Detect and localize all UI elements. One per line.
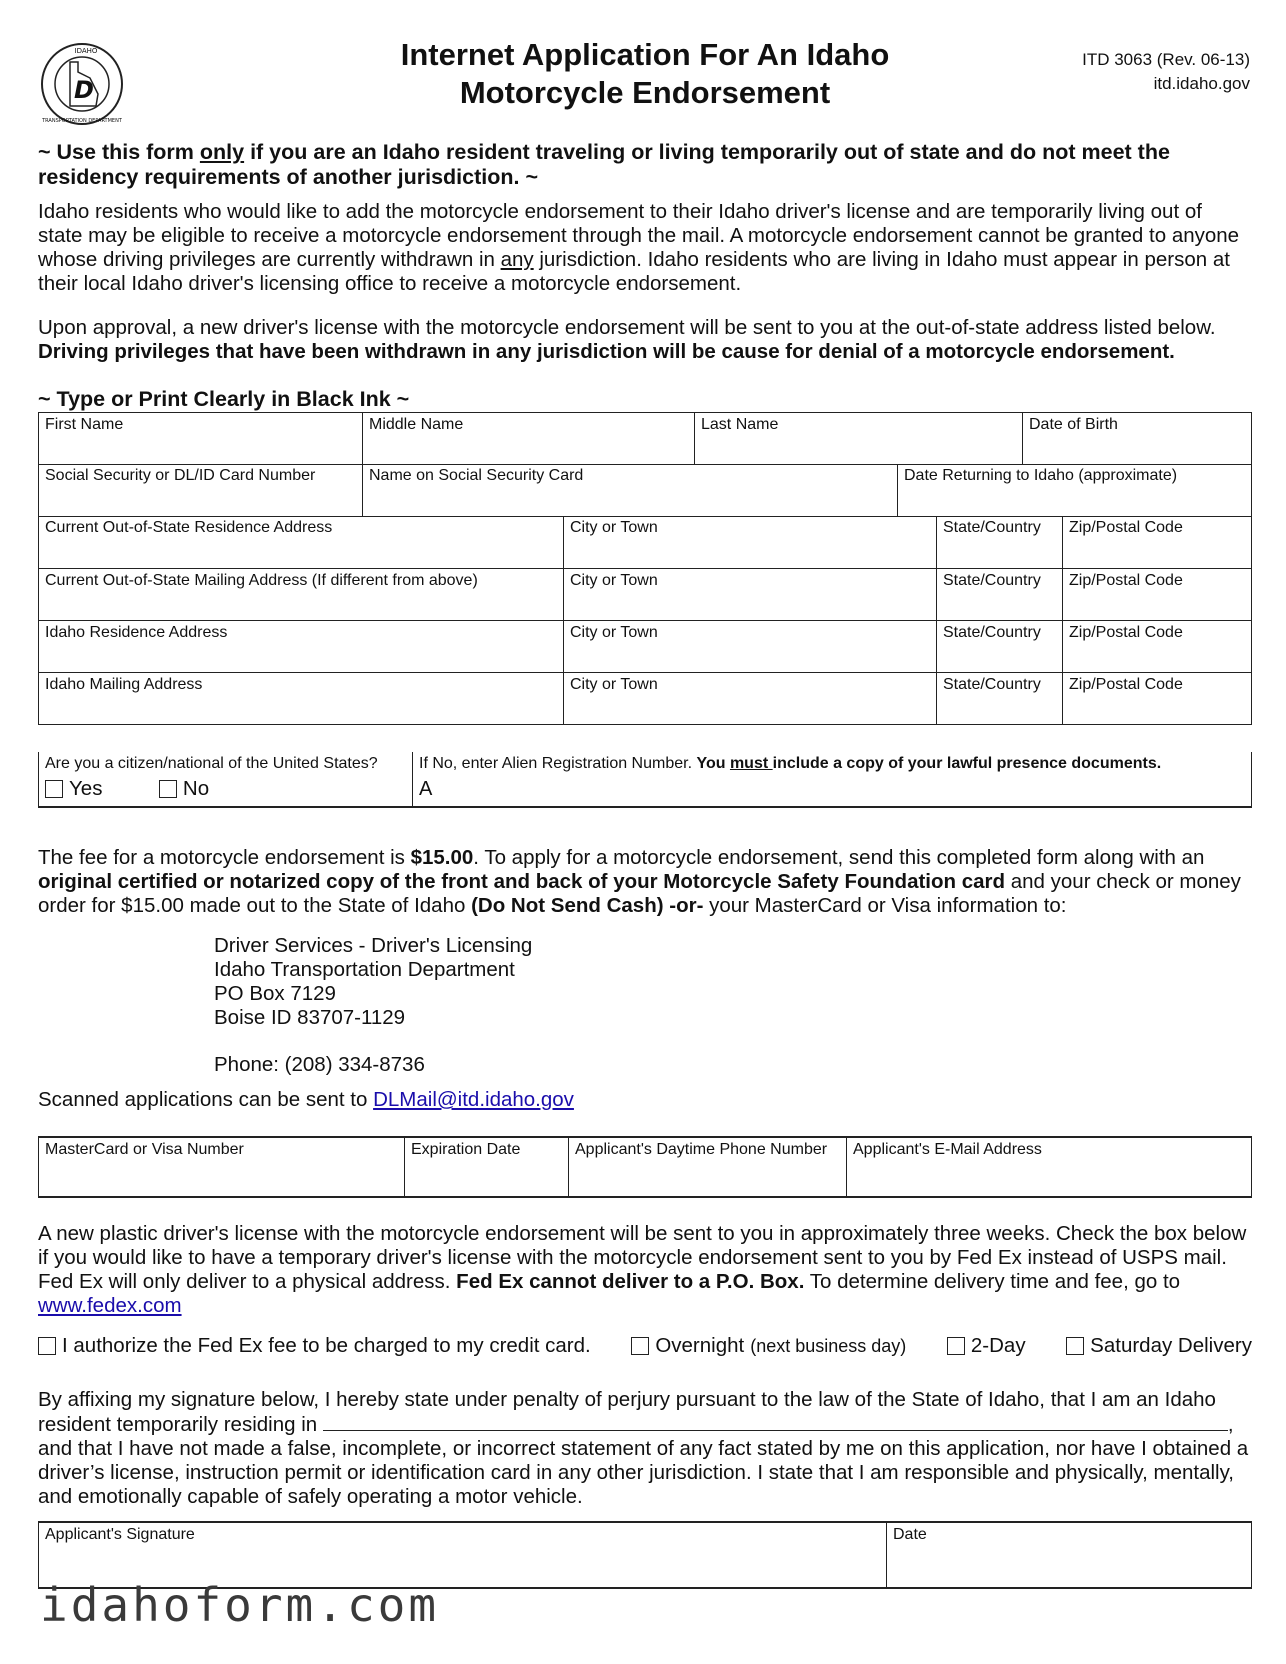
fee-a: The fee for a motorcycle endorsement is: [38, 846, 411, 869]
saturday-option[interactable]: [1066, 1334, 1252, 1358]
two-day-checkbox[interactable]: [947, 1337, 965, 1355]
itd-logo: [40, 42, 124, 126]
city-label: City or Town: [570, 571, 658, 589]
overnight-checkbox[interactable]: [631, 1337, 649, 1355]
first-name-field[interactable]: [39, 413, 363, 465]
ssn-row: [38, 464, 1252, 517]
address-label: Idaho Mailing Address: [45, 675, 203, 693]
notice-post: if you are an Idaho resident traveling or living temporarily out of state and do not meet the residency requirements of another jurisdiction. ~: [38, 140, 1170, 189]
two-day-option[interactable]: [947, 1334, 1026, 1358]
delivery-paragraph: [38, 1222, 1250, 1318]
oos-residence-field[interactable]: [39, 516, 564, 568]
website-text: itd.idaho.gov: [1153, 74, 1250, 93]
usage-notice: [38, 140, 1250, 190]
residing-in-line[interactable]: [323, 1412, 1228, 1431]
date-returning-field[interactable]: [898, 464, 1252, 516]
middle-name-label: Middle Name: [369, 416, 464, 433]
alien-must: must: [729, 755, 773, 772]
signature-label: Applicant's Signature: [45, 1526, 195, 1543]
notice-only: only: [199, 140, 245, 164]
citizen-question: Are you a citizen/national of the United States?: [45, 755, 378, 772]
last-name-field[interactable]: [695, 413, 1023, 465]
affirm-a: By affixing my signature below, I hereby state under penalty of perjury pursuant to the law of the State of Idaho, that I am an Idaho resident temporarily residing in: [38, 1388, 1216, 1436]
zip-label: Zip/Postal Code: [1069, 519, 1183, 536]
title-line-2: Motorcycle Endorsement: [459, 75, 831, 110]
no-option[interactable]: [159, 777, 209, 801]
state-field[interactable]: [937, 672, 1063, 724]
affirmation-paragraph: [38, 1388, 1250, 1509]
citizen-question-cell: [39, 752, 413, 807]
alien-a: If No, enter Alien Registration Number.: [419, 755, 697, 772]
ss-name-label: Name on Social Security Card: [369, 467, 584, 484]
no-checkbox[interactable]: [159, 780, 177, 798]
daytime-phone-label: Applicant's Daytime Phone Number: [575, 1141, 828, 1158]
city-field[interactable]: [564, 672, 937, 724]
para2-b: Driving privileges that have been withdrawn in any jurisdiction will be cause for denial of a motorcycle endorsement.: [38, 340, 1175, 363]
last-name-label: Last Name: [701, 416, 779, 433]
city-label: City or Town: [570, 623, 658, 641]
zip-label: Zip/Postal Code: [1069, 675, 1183, 693]
intro-paragraph-2: [38, 316, 1250, 364]
address-row: [39, 620, 1252, 672]
yes-checkbox[interactable]: [45, 780, 63, 798]
yes-option[interactable]: [45, 777, 102, 801]
email-link[interactable]: DLMail@itd.idaho.gov: [373, 1088, 574, 1111]
para1-b: jurisdiction. Idaho residents who are living in Idaho must appear in person at their local Idaho driver's licensing office to receive a motorcycle endorsement.: [38, 248, 1230, 295]
form-number: ITD 3063 (Rev. 06-13): [1082, 50, 1250, 69]
scanned-text: Scanned applications can be sent to: [38, 1088, 374, 1111]
title-line-1: Internet Application For An Idaho: [400, 37, 890, 72]
address-rows: [38, 516, 1252, 725]
signature-date-field[interactable]: [887, 1522, 1252, 1588]
fee-e: (Do Not Send Cash): [471, 894, 664, 917]
authorize-label: I authorize the Fed Ex fee to be charged to my credit card.: [62, 1334, 591, 1357]
affirm-comma: ,: [1227, 1413, 1234, 1436]
para2-a: Upon approval, a new driver's license with the motorcycle endorsement will be sent to you at the out-of-state address listed below.: [38, 316, 1216, 339]
para1-a: Idaho residents who would like to add the motorcycle endorsement to their Idaho driver's license and are temporarily living out of state may be eligible to receive a motorcycle endorsement through the mail. A motorcycle endorsement cannot be granted to anyone whose driving privileges are currently withdrawn in: [38, 200, 1240, 271]
fee-c: original certified or notarized copy of the front and back of your Motorcycle Safety Foundation card: [38, 870, 1006, 893]
citizenship-row: [38, 752, 1252, 808]
alien-instructions: [419, 755, 1245, 773]
no-label: No: [182, 777, 210, 800]
alien-b: include a copy of your lawful presence documents.: [772, 755, 1162, 772]
city-label: City or Town: [570, 675, 658, 693]
address-label: Current Out-of-State Residence Address: [45, 519, 333, 536]
address-row: [39, 516, 1252, 568]
ssn-field[interactable]: [39, 464, 363, 516]
zip-label: Zip/Postal Code: [1069, 571, 1183, 589]
saturday-label: Saturday Delivery: [1090, 1334, 1252, 1357]
zip-field[interactable]: [1063, 568, 1252, 620]
first-name-label: First Name: [45, 416, 124, 433]
address-line-2: Idaho Transportation Department: [214, 958, 515, 981]
logo-text-bottom: TRANSPORTATION DEPARTMENT: [42, 118, 122, 124]
zip-field[interactable]: [1063, 672, 1252, 724]
itd-seal-icon: [40, 42, 124, 126]
card-number-field[interactable]: [39, 1137, 405, 1197]
fee-d: and your check or money order for $15.00 made out to the State of Idaho: [38, 870, 1241, 917]
overnight-option[interactable]: [631, 1334, 906, 1358]
overnight-label: Overnight: [655, 1334, 745, 1357]
city-field[interactable]: [564, 568, 937, 620]
form-title: [330, 36, 960, 112]
state-label: State/Country: [943, 675, 1041, 693]
ssn-label: Social Security or DL/ID Card Number: [45, 467, 316, 484]
notice-pre: ~ Use this form: [38, 140, 200, 164]
payment-table: [38, 1136, 1252, 1198]
applicant-email-field[interactable]: [847, 1137, 1252, 1197]
middle-name-field[interactable]: [363, 413, 695, 465]
alien-number-field[interactable]: [413, 752, 1252, 807]
logo-letter: D: [74, 76, 94, 104]
city-field[interactable]: [564, 516, 937, 568]
applicant-info-table: [38, 412, 1252, 465]
delivery-b: Fed Ex cannot deliver to a P.O. Box.: [456, 1270, 805, 1293]
expiration-label: Expiration Date: [411, 1141, 521, 1158]
watermark-text: idahoform.com: [40, 1578, 440, 1632]
delivery-a: A new plastic driver's license with the motorcycle endorsement will be sent to you in approximately three weeks. Check the box below if you would like to have a temporary driver's license with the motorcycle endorsement sent to you by Fed Ex instead of USPS mail. Fed Ex will only deliver to a physical address.: [38, 1222, 1247, 1293]
overnight-note: (next business day): [750, 1335, 907, 1356]
address-row: [39, 568, 1252, 620]
idaho-residence-field[interactable]: [39, 620, 564, 672]
idaho-mailing-field[interactable]: [39, 672, 564, 724]
delivery-c: To determine delivery time and fee, go to: [804, 1270, 1181, 1293]
address-label: Current Out-of-State Mailing Address (If different from above): [45, 571, 478, 589]
city-label: City or Town: [570, 519, 658, 536]
card-number-label: MasterCard or Visa Number: [45, 1141, 244, 1158]
authorize-option[interactable]: [38, 1334, 591, 1358]
dob-label: Date of Birth: [1029, 416, 1118, 433]
ss-name-field[interactable]: [363, 464, 898, 516]
state-label: State/Country: [943, 571, 1041, 589]
two-day-label: 2-Day: [970, 1334, 1026, 1357]
phone-number: Phone: (208) 334-8736: [214, 1053, 425, 1076]
scanned-note: [38, 1088, 1250, 1112]
address-line-4: Boise ID 83707-1129: [214, 1006, 406, 1029]
zip-label: Zip/Postal Code: [1069, 623, 1183, 641]
para1-any: any: [500, 248, 534, 271]
state-field[interactable]: [937, 568, 1063, 620]
expiration-field[interactable]: [405, 1137, 569, 1197]
applicant-email-label: Applicant's E-Mail Address: [853, 1141, 1042, 1158]
dob-field[interactable]: [1023, 413, 1252, 465]
yes-label: Yes: [69, 777, 103, 800]
fee-amount: $15.00: [410, 846, 474, 869]
logo-text-top: IDAHO: [74, 47, 98, 55]
address-row: [39, 672, 1252, 724]
mailing-address: [214, 934, 532, 1077]
saturday-checkbox[interactable]: [1066, 1337, 1084, 1355]
fee-paragraph: [38, 846, 1250, 918]
fee-b: . To apply for a motorcycle endorsement, send this completed form along with an: [473, 846, 1205, 869]
alien-you: You: [696, 755, 730, 772]
daytime-phone-field[interactable]: [569, 1137, 847, 1197]
form-heading: ~ Type or Print Clearly in Black Ink ~: [38, 387, 410, 411]
date-returning-label: Date Returning to Idaho (approximate): [904, 467, 1178, 484]
fee-or: -or-: [663, 894, 704, 917]
form-number-block: [1082, 48, 1250, 96]
address-line-3: PO Box 7129: [214, 982, 336, 1005]
zip-field[interactable]: [1063, 620, 1252, 672]
zip-field[interactable]: [1063, 516, 1252, 568]
address-line-1: Driver Services - Driver's Licensing: [214, 934, 533, 957]
state-label: State/Country: [943, 519, 1041, 536]
fedex-link[interactable]: www.fedex.com: [38, 1294, 182, 1317]
state-label: State/Country: [943, 623, 1041, 641]
affirm-b: and that I have not made a false, incomplete, or incorrect statement of any fact stated by me on this application, nor have I obtained a driver’s license, instruction permit or identification card in any other jurisdiction. I state that I am responsible and physically, mentally, and emotionally capable of safely operating a motor vehicle.: [38, 1437, 1249, 1508]
fee-g: your MasterCard or Visa information to:: [703, 894, 1067, 917]
oos-mailing-field[interactable]: [39, 568, 564, 620]
state-field[interactable]: [937, 516, 1063, 568]
alien-prefix: A: [419, 778, 433, 800]
state-field[interactable]: [937, 620, 1063, 672]
address-label: Idaho Residence Address: [45, 623, 228, 641]
intro-paragraph-1: [38, 200, 1250, 296]
authorize-checkbox[interactable]: [38, 1337, 56, 1355]
signature-date-label: Date: [893, 1526, 927, 1543]
city-field[interactable]: [564, 620, 937, 672]
delivery-options: [38, 1334, 1252, 1358]
